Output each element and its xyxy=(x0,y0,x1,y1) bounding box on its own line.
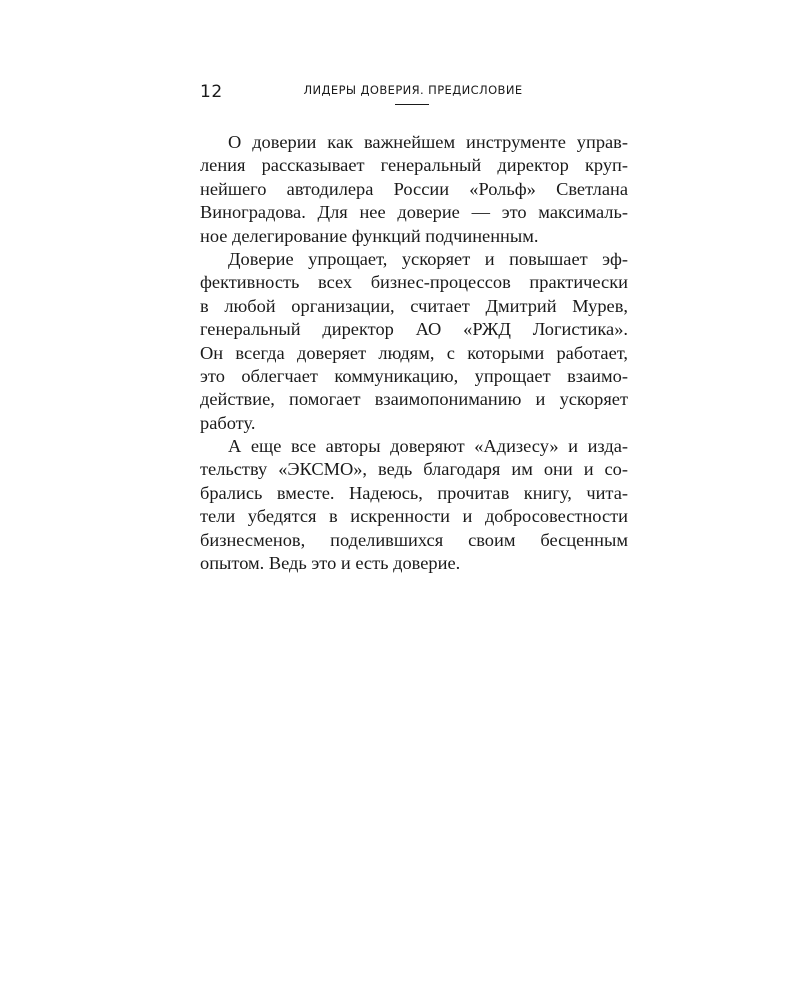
text-line: Виноградова. Для нее доверие — это максималь- xyxy=(200,202,628,223)
body-text xyxy=(200,131,628,575)
text-line: брались вместе. Надеюсь, прочитав книгу, чита- xyxy=(200,482,628,503)
text-line: работу. xyxy=(200,412,256,433)
text-line: А еще все авторы доверяют «Адизесу» и изда- xyxy=(228,436,628,457)
text-line: Доверие упрощает, ускоряет и повышает эф- xyxy=(228,248,628,269)
paragraph-2 xyxy=(200,248,628,435)
text-line: в любой организации, считает Дмитрий Мурев, xyxy=(200,295,628,316)
text-line: О доверии как важнейшем инструменте управ- xyxy=(228,132,628,152)
text-line: бизнесменов, поделившихся своим бесценным xyxy=(200,529,628,550)
header-rule xyxy=(395,104,429,105)
text-line: тельству «ЭКСМО», ведь благодаря им они и со- xyxy=(200,459,628,480)
paragraph-3 xyxy=(200,435,628,575)
paragraph-1 xyxy=(200,131,628,248)
text-line: генеральный директор АО «РЖД Логистика». xyxy=(200,319,628,340)
text-line: ное делегирование функций подчиненным. xyxy=(200,225,539,246)
running-title: ЛИДЕРЫ ДОВЕРИЯ. ПРЕДИСЛОВИЕ xyxy=(303,83,523,97)
text-line: ления рассказывает генеральный директор круп- xyxy=(200,155,628,176)
text-line: фективность всех бизнес-процессов практически xyxy=(200,272,628,293)
text-line: Он всегда доверяет людям, с которыми работает, xyxy=(200,342,628,363)
text-line: действие, помогает взаимопониманию и ускоряет xyxy=(200,389,628,410)
page-header xyxy=(200,80,628,110)
text-line: нейшего автодилера России «Рольф» Светлана xyxy=(200,178,628,199)
page-number: 12 xyxy=(200,82,223,102)
text-line: это облегчает коммуникацию, упрощает взаимо- xyxy=(200,365,628,386)
text-line: тели убедятся в искренности и добросовестности xyxy=(200,506,628,527)
text-line: опытом. Ведь это и есть доверие. xyxy=(200,553,461,574)
